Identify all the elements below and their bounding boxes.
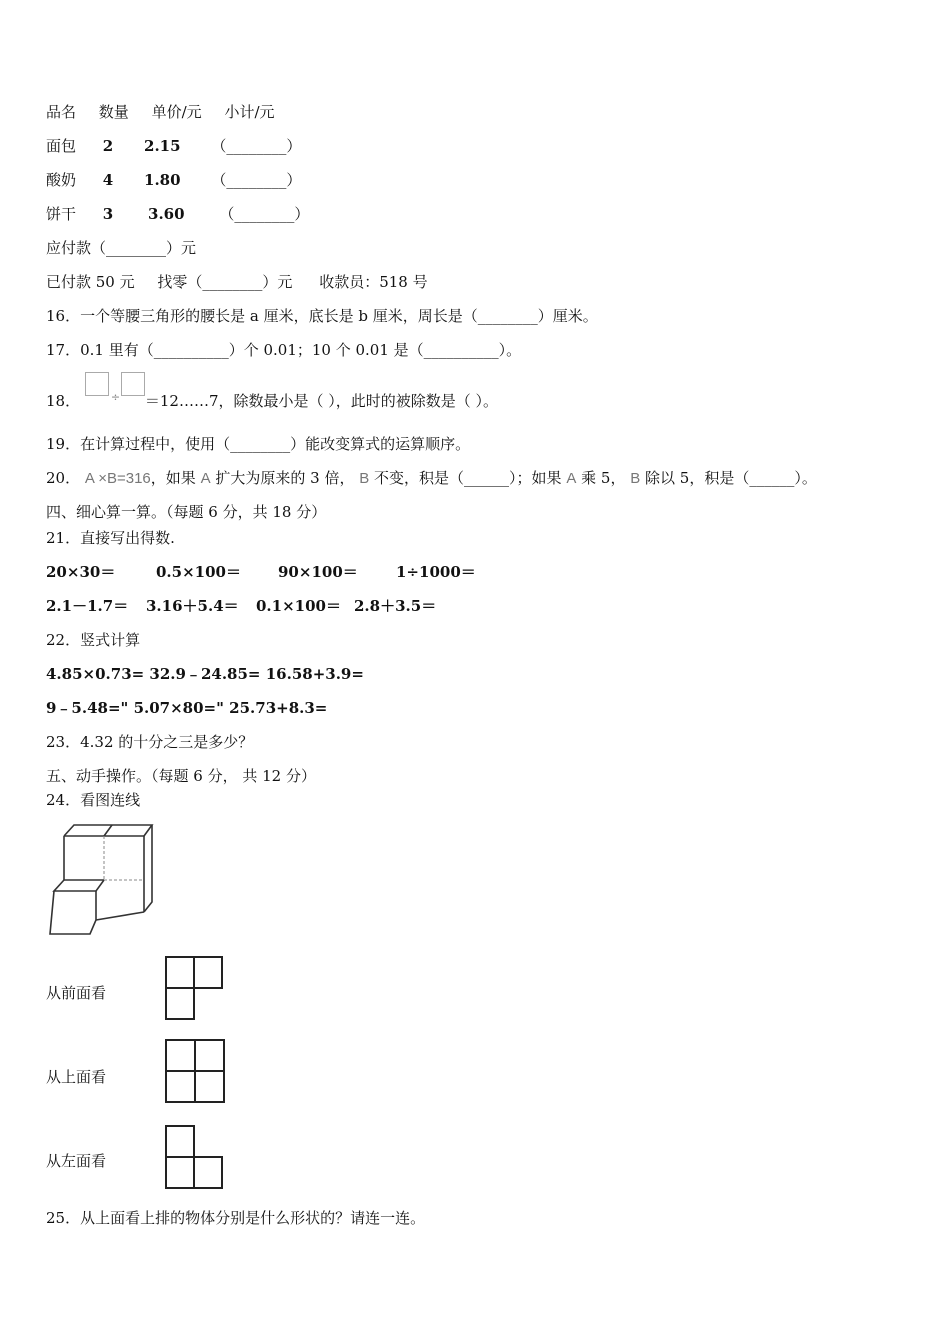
payable-line: 应付款（________）元 xyxy=(46,239,197,257)
view-label-front: 从前面看 xyxy=(46,984,107,1002)
calc-item: 0.5×100＝ xyxy=(156,563,241,581)
table-row xyxy=(46,204,309,224)
calc-row-1 xyxy=(46,562,476,582)
item-name: 酸奶 xyxy=(46,171,77,189)
text: 不变，积是（______）；如果 xyxy=(374,469,562,487)
cube-drawing xyxy=(46,822,156,938)
divisor-box[interactable] xyxy=(121,372,145,396)
question-21-title: 21．直接写出得数. xyxy=(46,529,175,547)
item-qty: 3 xyxy=(102,205,114,223)
paid-amount: 已付款 50 元 xyxy=(46,273,135,291)
variable-b: B xyxy=(630,470,641,487)
payment-line xyxy=(46,272,428,292)
calc-item: 0.1×100＝ xyxy=(256,597,341,615)
front-view-shape[interactable] xyxy=(164,955,226,1023)
front-view-drawing xyxy=(164,955,226,1023)
calc-item: 90×100＝ xyxy=(278,563,358,581)
question-19: 19．在计算过程中，使用（________）能改变算式的运算顺序。 xyxy=(46,435,471,453)
item-price: 2.15 xyxy=(144,137,181,155)
variable-b: B xyxy=(359,470,370,487)
calc-item: 20×30＝ xyxy=(46,563,116,581)
calc-item: 1÷1000＝ xyxy=(396,563,476,581)
question-25: 25．从上面看上排的物体分别是什么形状的？请连一连。 xyxy=(46,1209,426,1227)
cube-figure xyxy=(46,822,156,938)
question-22-title: 22．竖式计算 xyxy=(46,631,141,649)
question-17: 17．0.1 里有（__________）个 0.01；10 个 0.01 是（__________）。 xyxy=(46,341,522,359)
calc-item: 2.8＋3.5＝ xyxy=(354,597,437,615)
left-view-drawing xyxy=(164,1124,226,1192)
expression: A ×B=316 xyxy=(84,470,151,487)
question-24-title: 24．看图连线 xyxy=(46,791,141,809)
top-view-shape[interactable] xyxy=(164,1038,228,1106)
item-qty: 4 xyxy=(102,171,114,189)
header-qty: 数量 xyxy=(98,103,129,121)
section-4-heading: 四、细心算一算。（每题 6 分，共 18 分） xyxy=(46,503,327,521)
view-label-left: 从左面看 xyxy=(46,1152,107,1170)
left-view-shape[interactable] xyxy=(164,1124,226,1192)
division-boxes xyxy=(85,386,145,406)
item-price: 1.80 xyxy=(144,171,181,189)
question-20 xyxy=(46,468,817,489)
item-name: 面包 xyxy=(46,137,77,155)
vertical-calc-row-2: 9﹣5.48=" 5.07×80=" 25.73+8.3= xyxy=(46,699,328,717)
table-header xyxy=(46,102,275,122)
section-5-heading: 五、动手操作。（每题 6 分， 共 12 分） xyxy=(46,767,316,785)
table-row xyxy=(46,136,301,156)
header-subtotal: 小计/元 xyxy=(224,103,275,121)
item-price: 3.60 xyxy=(148,205,185,223)
header-name: 品名 xyxy=(46,103,77,121)
division-sign: ÷ xyxy=(110,391,121,404)
question-23: 23．4.32 的十分之三是多少？ xyxy=(46,733,254,751)
view-label-top: 从上面看 xyxy=(46,1068,107,1086)
item-subtotal: （________） xyxy=(211,137,302,155)
text: 乘 5， xyxy=(581,469,626,487)
variable-a: A xyxy=(566,470,577,487)
change-amount: 找零（________）元 xyxy=(157,273,293,291)
calc-row-2 xyxy=(46,596,436,616)
variable-a: A xyxy=(200,470,211,487)
question-18-text: ＝12……7，除数最小是（ ），此时的被除数是（ ）。 xyxy=(144,392,499,410)
cashier-id: 收款员：518 号 xyxy=(319,273,428,291)
dividend-box[interactable] xyxy=(85,372,109,396)
table-row xyxy=(46,170,301,190)
item-subtotal: （________） xyxy=(219,205,310,223)
item-subtotal: （________） xyxy=(211,171,302,189)
question-16: 16．一个等腰三角形的腰长是 a 厘米，底长是 b 厘米，周长是（________）厘米。 xyxy=(46,307,598,325)
question-number: 18． xyxy=(46,392,81,410)
text: ，如果 xyxy=(150,469,196,487)
text: 除以 5，积是（______）。 xyxy=(645,469,817,487)
text: 扩大为原来的 3 倍， xyxy=(215,469,355,487)
item-qty: 2 xyxy=(102,137,114,155)
vertical-calc-row-1: 4.85×0.73= 32.9﹣24.85= 16.58+3.9= xyxy=(46,665,364,683)
question-18 xyxy=(46,386,498,411)
header-price: 单价/元 xyxy=(151,103,202,121)
question-number: 20． xyxy=(46,469,81,487)
top-view-drawing xyxy=(164,1038,228,1106)
calc-item: 2.1－1.7＝ xyxy=(46,597,129,615)
calc-item: 3.16＋5.4＝ xyxy=(146,597,239,615)
item-name: 饼干 xyxy=(46,205,77,223)
